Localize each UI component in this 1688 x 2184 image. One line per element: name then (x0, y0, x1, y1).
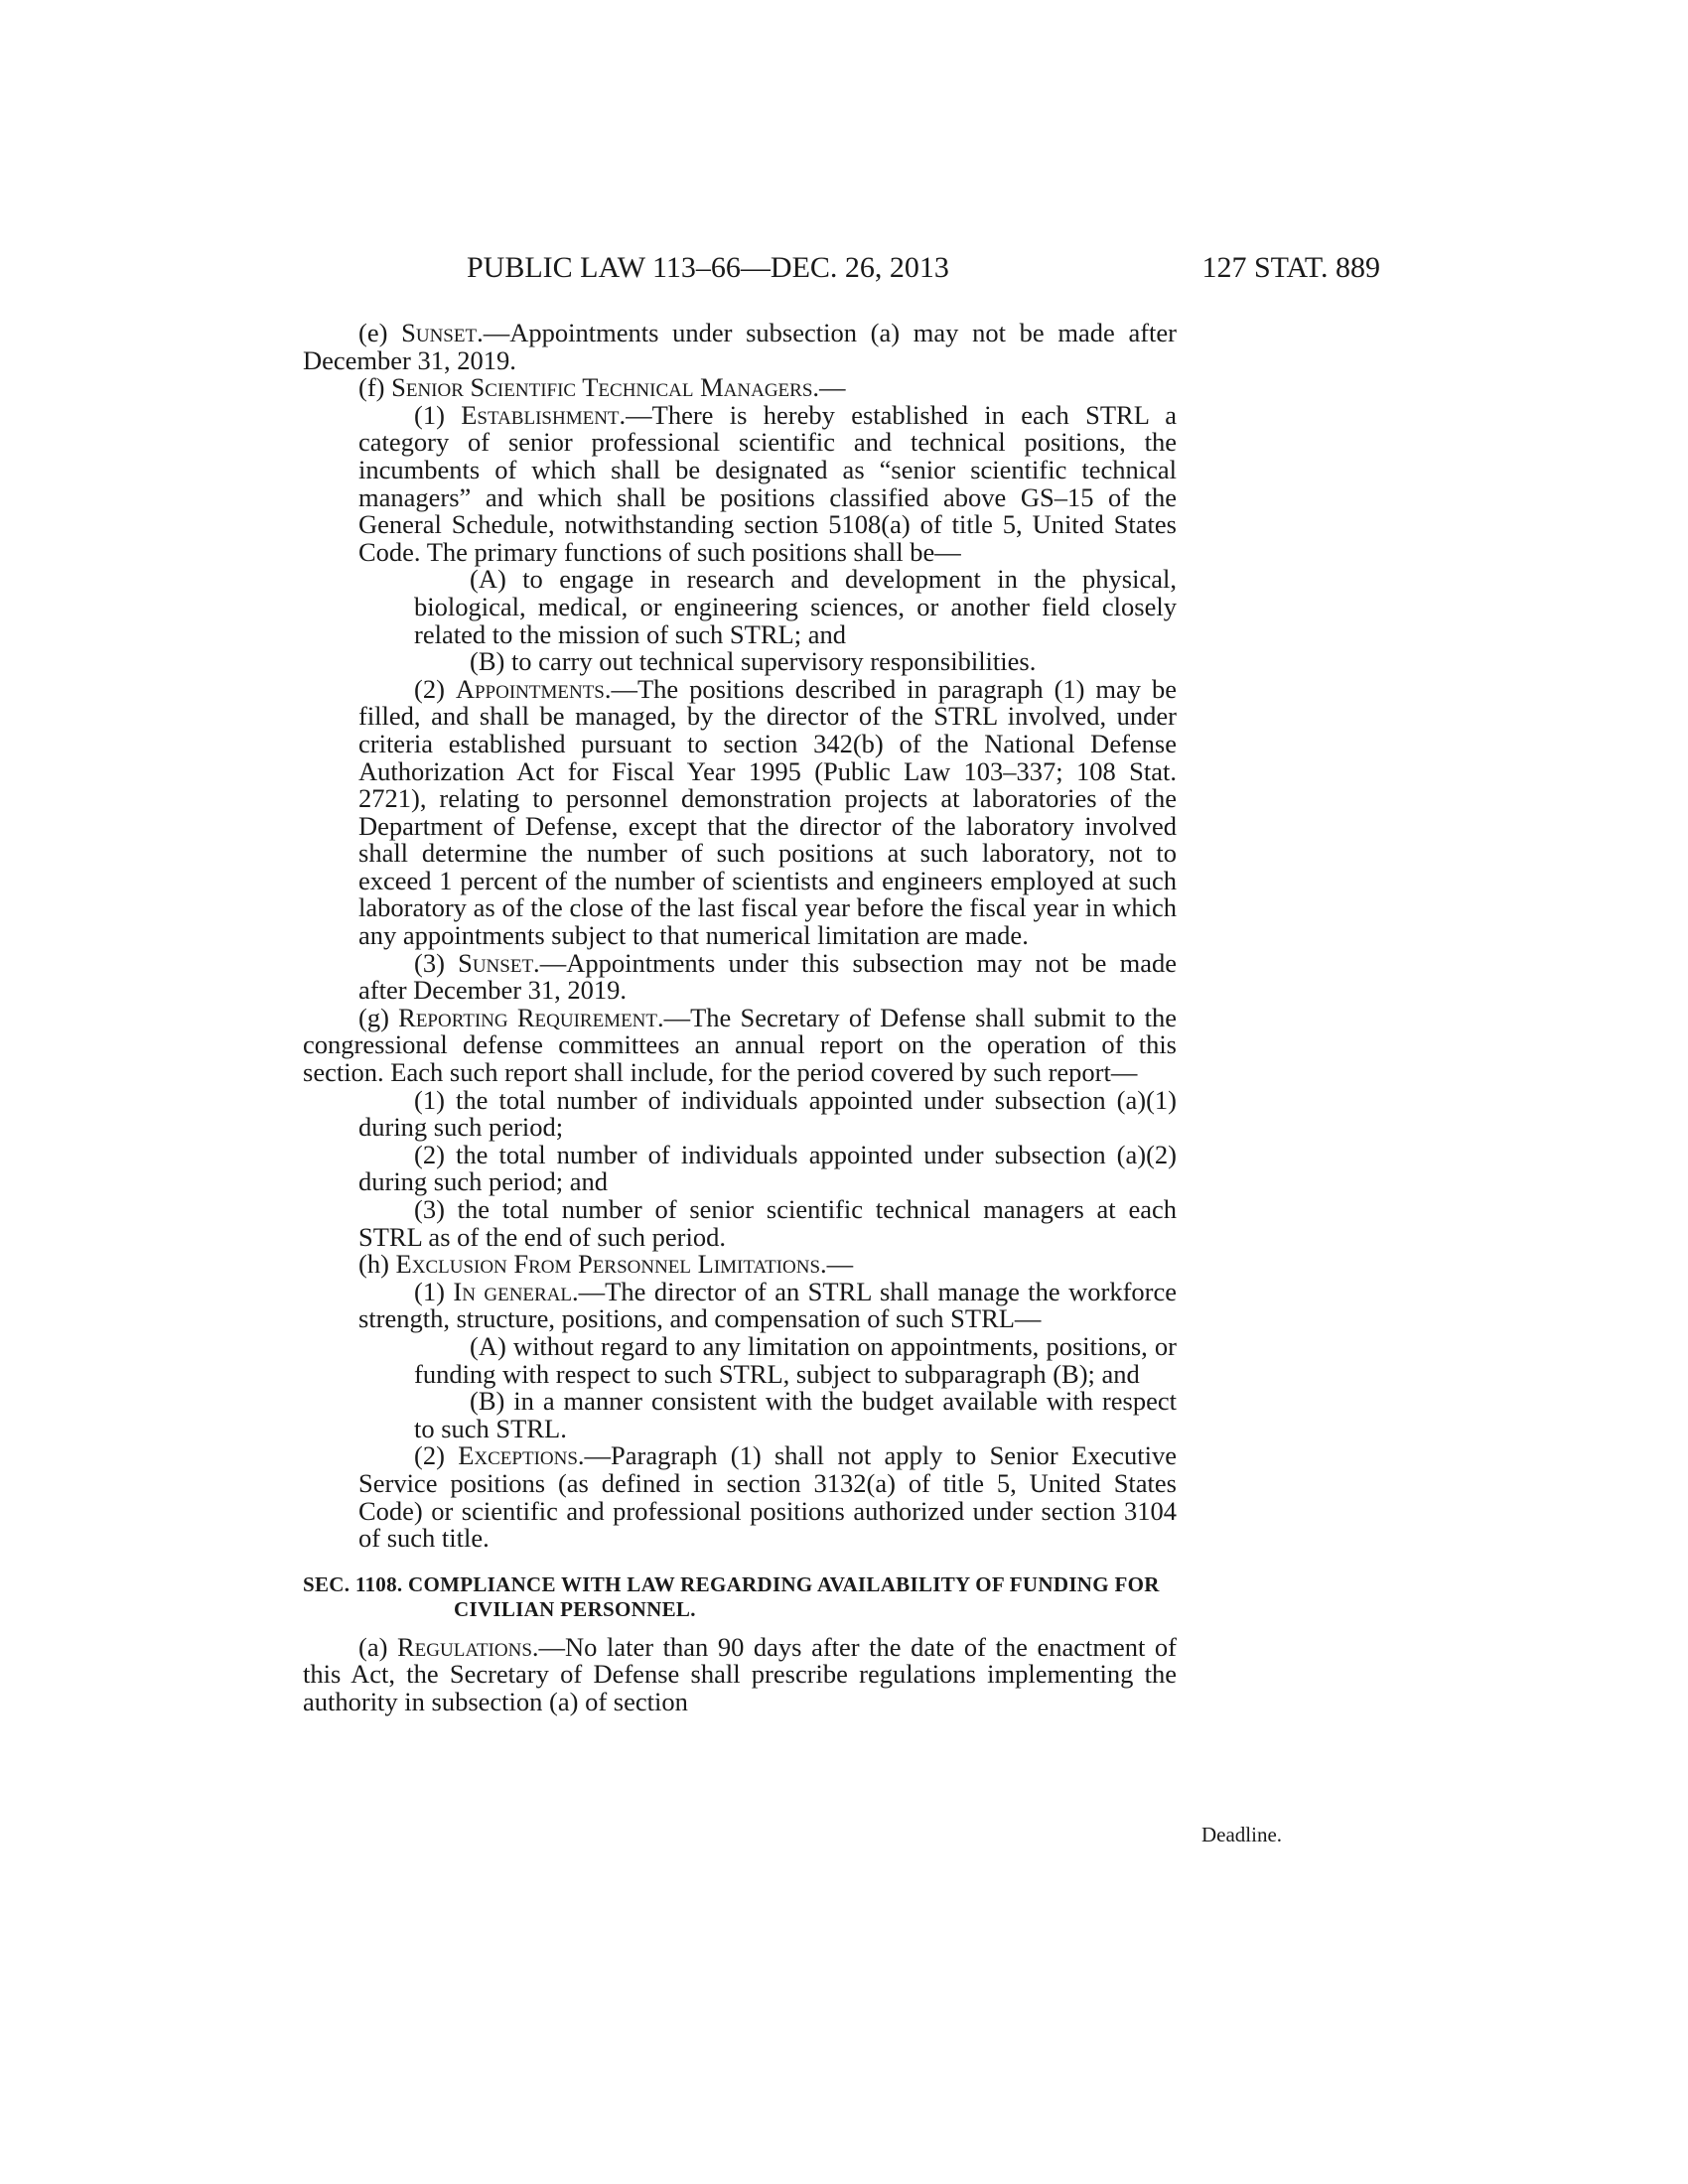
paragraph-h1-items (358, 1330, 1177, 1443)
paragraph-f1: (1) Establishment.—There is hereby established in each STRL a category of senior professional scientific and technical positions, the incumbents of which shall be designated as “senior scientific technical managers” and which shall be positions classified above GS–15 of the General Schedule, notwithstanding section 5108(a) of title 5, United States Code. The primary functions of such positions shall be— (358, 399, 1178, 567)
item-f1B: (B) to carry out technical supervisory responsibilities. (470, 646, 1037, 677)
section-1108-heading: SEC. 1108. COMPLIANCE WITH LAW REGARDING AVAILABILITY OF FUNDING FOR CIVILIAN PERSONNEL. (303, 1571, 1160, 1621)
subsection-1108-a: (a) Regulations.—No later than 90 days after the date of the enactment of this Act, the Secretary of Defense shall prescribe regulations implementing the authority in subsection (a) of section (303, 1631, 1177, 1716)
subsection-h-heading: (h) Exclusion From Personnel Limitations.— (358, 1249, 854, 1280)
subsection-f-block (303, 399, 1178, 1006)
running-header (298, 248, 1380, 288)
paragraph-h2: (2) Exceptions.—Paragraph (1) shall not apply to Senior Executive Service positions (as defined in section 3132(a) of title 5, United States Code) or scientific and professional positions authorized under section 3104 of such title. (358, 1440, 1178, 1554)
subsection-e: (e) Sunset.—Appointments under subsection (a) may not be made after December 31, 2019. (303, 318, 1177, 375)
subsection-g: (g) Reporting Requirement.—The Secretary of Defense shall submit to the congressional defense committees an annual report on the operation of this section. Each such report shall include, for the period covered by such report— (303, 1002, 1178, 1088)
item-h1B: (B) in a manner consistent with the budget available with respect to such STRL. (414, 1386, 1177, 1443)
item-g2: (2) the total number of individuals appointed under subsection (a)(2) during such period; and (358, 1139, 1177, 1197)
margin-note-deadline: Deadline. (1201, 1823, 1283, 1846)
paragraph-f2: (2) Appointments.—The positions described in paragraph (1) may be filled, and shall be managed, by the director of the STRL involved, under criteria established pursuant to section 342(b) of the National Defense Authorization Act for Fiscal Year 1995 (Public Law 103–337; 108 Stat. 2721), relating to personnel demonstration projects at laboratories of the Department of Defense, except that the director of the laboratory involved shall determine the number of such positions at such laboratory, not to exceed 1 percent of the number of scientists and engineers employed at such laboratory as of the close of the last fiscal year before the fiscal year in which any appointments subject to that numerical limitation are made. (358, 673, 1177, 951)
paragraph-h1: (1) In general.—The director of an STRL shall manage the workforce strength, structure, positions, and compensation of such STRL— (358, 1276, 1178, 1334)
paragraph-f3: (3) Sunset.—Appointments under this subsection may not be made after December 31, 2019. (358, 947, 1178, 1006)
item-f1A: (A) to engage in research and development in the physical, biological, medical, or engineering sciences, or another field closely related to the mission of such STRL; and (414, 564, 1177, 649)
subsection-f-heading: (f) Senior Scientific Technical Managers.— (358, 372, 846, 403)
paragraph-f1-items (358, 566, 1177, 675)
item-g1: (1) the total number of individuals appointed under subsection (a)(1) during such period; (358, 1084, 1177, 1143)
page-reference: 127 STAT. 889 (1201, 251, 1380, 284)
item-h1A: (A) without regard to any limitation on appointments, positions, or funding with respect to such STRL, subject to subparagraph (B); and (414, 1330, 1177, 1389)
running-head: PUBLIC LAW 113–66—DEC. 26, 2013 (467, 251, 949, 284)
statute-body (303, 320, 1177, 1716)
subsection-h-block (303, 1276, 1178, 1554)
subsection-g-items (303, 1084, 1177, 1252)
item-g3: (3) the total number of senior scientific technical managers at each STRL as of the end of such period. (358, 1194, 1177, 1252)
